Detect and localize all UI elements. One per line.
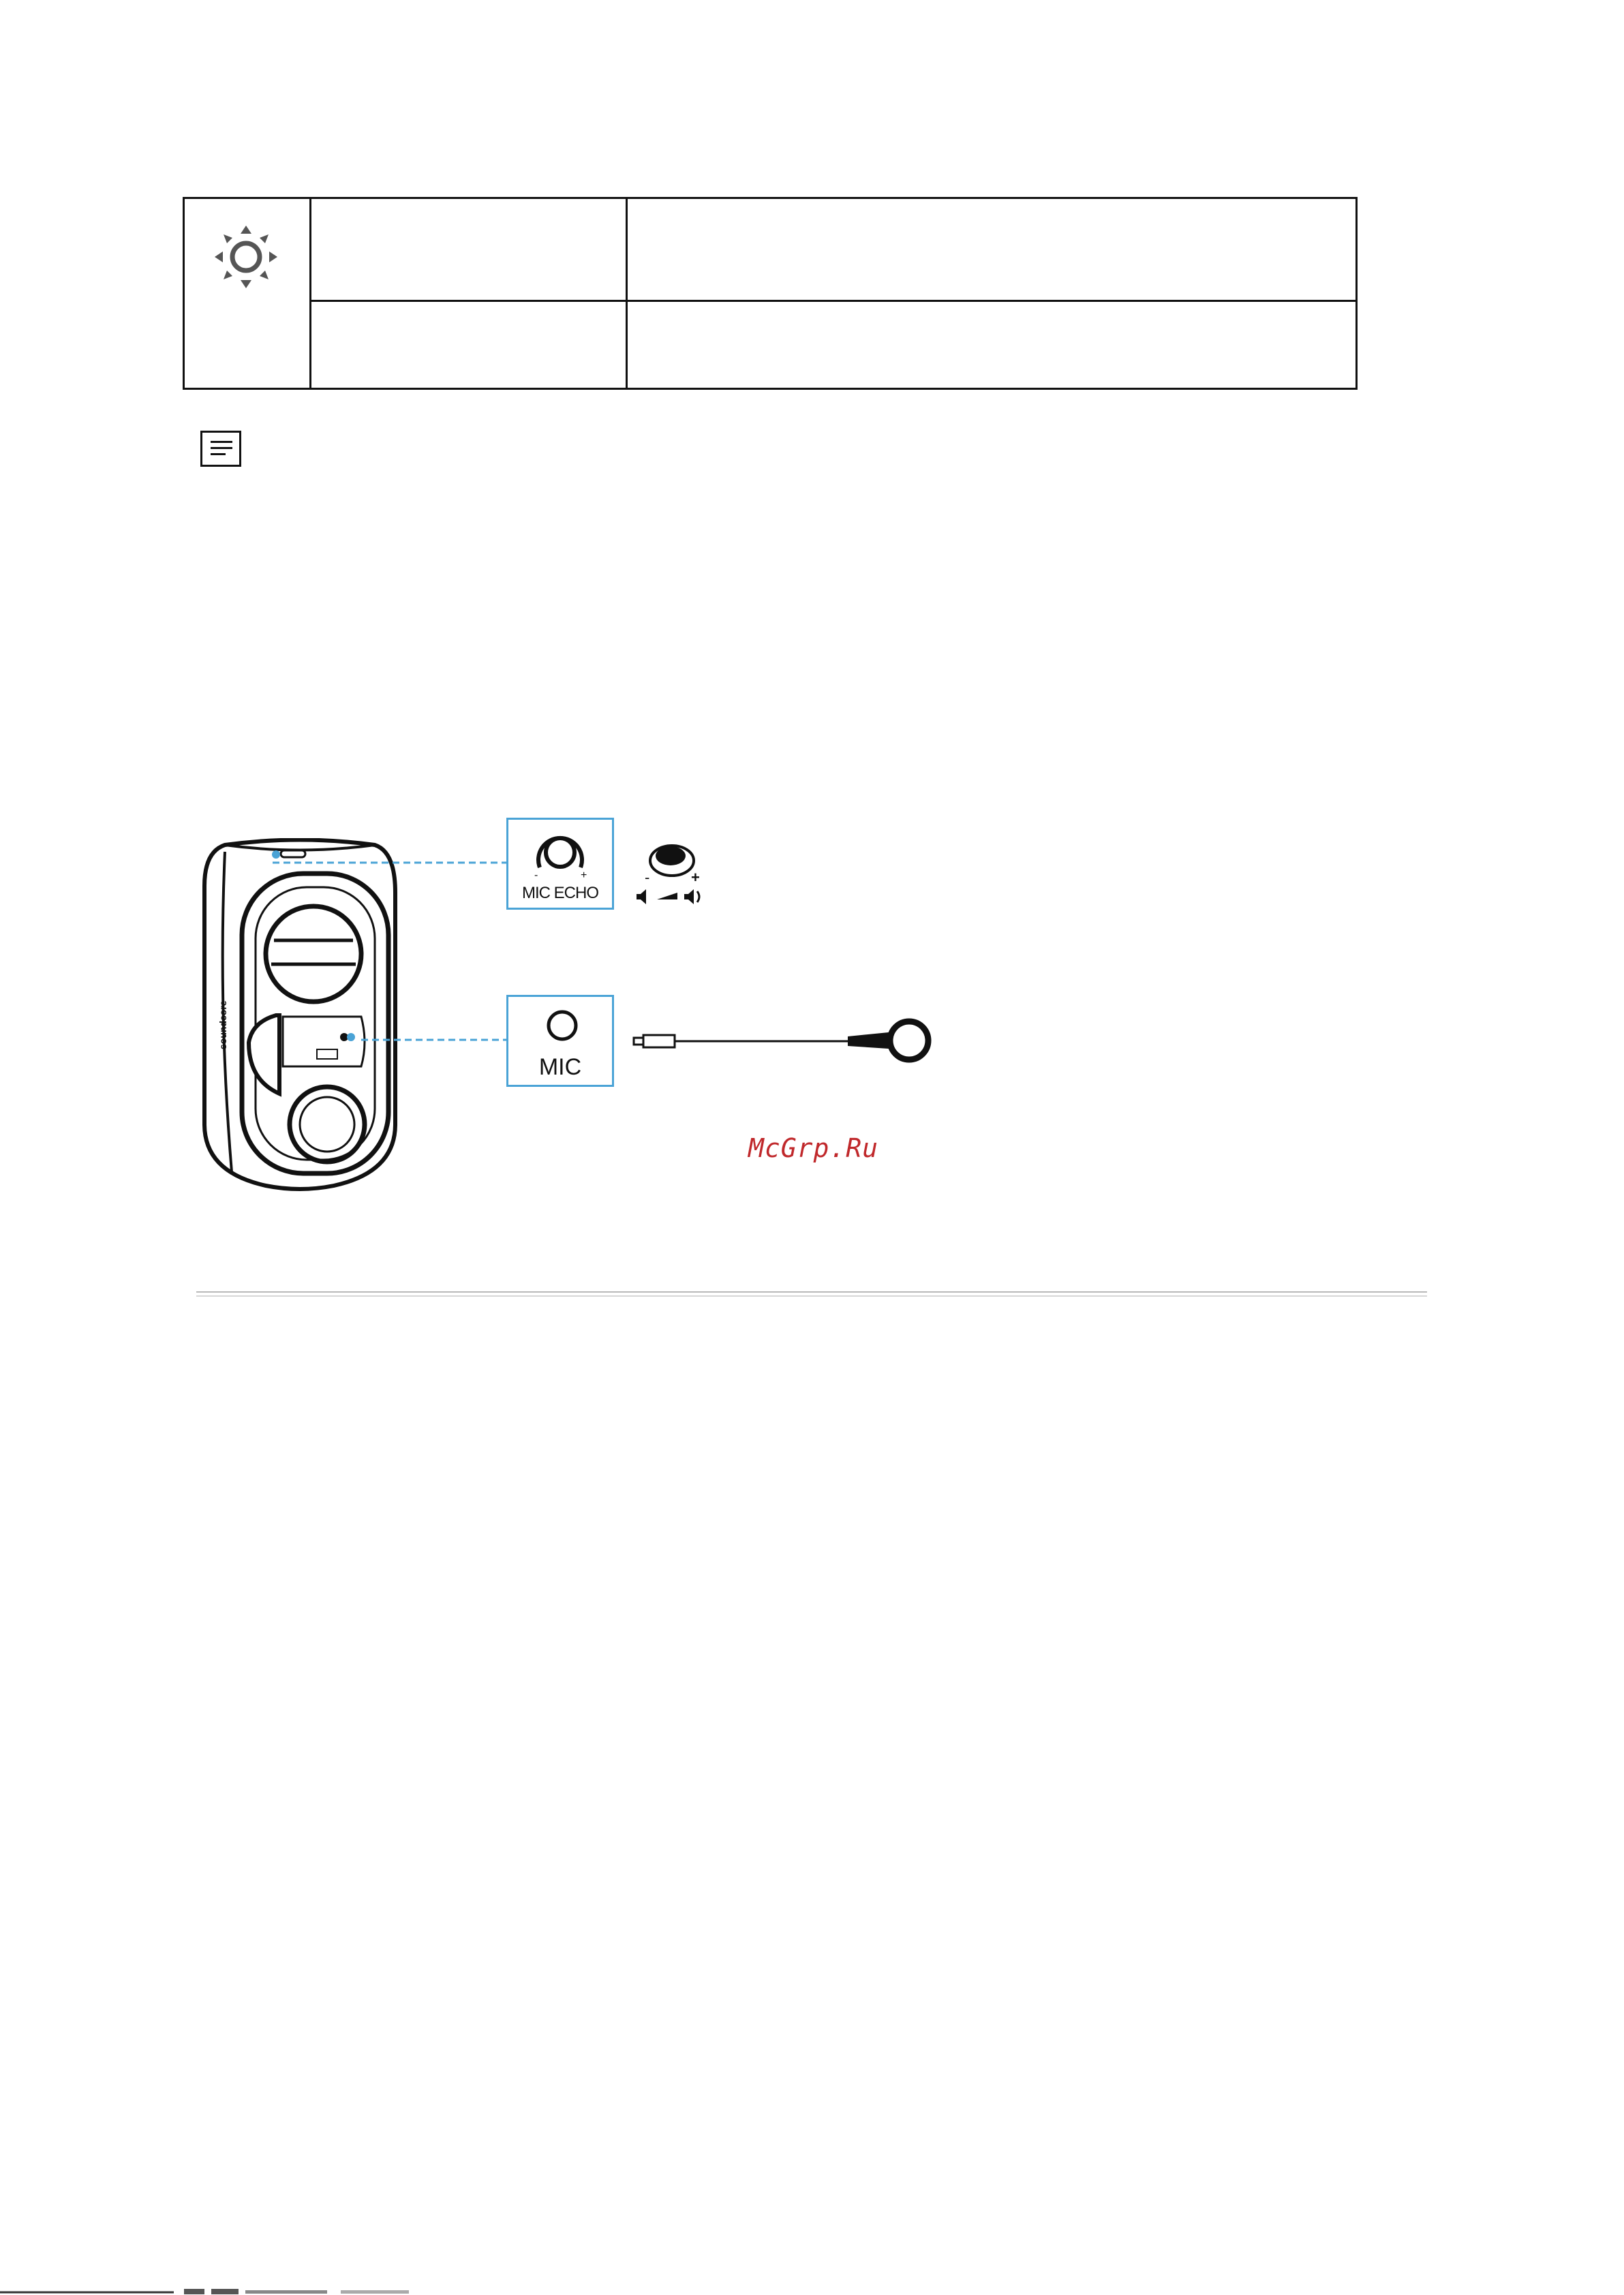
brightness-sun-icon (205, 216, 287, 298)
table-cell (311, 302, 626, 388)
echo-knob-volume-icon (631, 837, 713, 912)
mic-echo-label: MIC ECHO (522, 884, 598, 902)
mic-label: MIC (538, 1054, 582, 1080)
section-divider (196, 1291, 1427, 1297)
microphone-icon (631, 1012, 938, 1066)
page-footer-mark (0, 2287, 423, 2295)
brand-label: soundcore (217, 1000, 228, 1049)
knob-plus: + (691, 869, 700, 886)
svg-text:+: + (581, 869, 587, 880)
mic-jack-icon (542, 1006, 583, 1047)
svg-text:-: - (534, 869, 538, 880)
note-icon (200, 431, 241, 467)
watermark: McGrp.Ru (748, 1133, 879, 1163)
settings-table (183, 197, 1358, 390)
connector-lines (273, 852, 511, 1056)
mic-callout (506, 995, 614, 1087)
mic-echo-callout (506, 818, 614, 910)
knob-icon (526, 825, 594, 880)
table-cell (628, 302, 1355, 388)
table-cell (628, 199, 1355, 300)
table-icon-cell (185, 199, 309, 388)
knob-minus: - (645, 869, 650, 886)
table-cell (311, 199, 626, 300)
